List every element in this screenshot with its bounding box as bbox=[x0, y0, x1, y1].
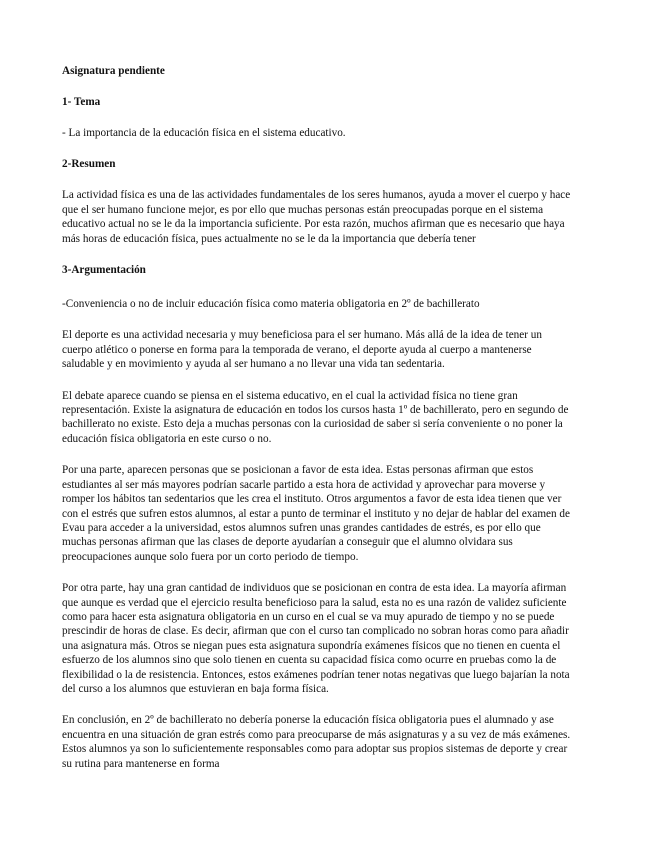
argument-paragraph: El debate aparece cuando se piensa en el sistema educativo, en el cual la actividad física no tiene gran representación. Existe la asignatura de educación en todos los cursos hasta 1º de bachillerato, pero en segundo de bachillerato no existe. Esto deja a muchas personas con la curiosidad de saber si sería conveniente o no poner la educación física obligatoria en este curso o no. bbox=[62, 389, 569, 445]
document-title: Asignatura pendiente bbox=[62, 65, 165, 77]
section-heading-argumentacion: 3-Argumentación bbox=[62, 264, 146, 277]
argument-paragraph: El deporte es una actividad necesaria y muy beneficiosa para el ser humano. Más allá de la idea de tener un cuerpo atlético o ponerse en forma para la temporada de verano, el deporte ayuda al cuerpo a mantenerse saludable y en movimiento y ayuda al ser humano a no llevar una vida tan sedentaria. bbox=[62, 329, 542, 371]
section-heading-tema: 1- Tema bbox=[62, 96, 101, 108]
argument-paragraph: Por otra parte, hay una gran cantidad de individuos que se posicionan en contra de esta idea. La mayoría afirman que aunque es verdad que el ejercicio resulta beneficioso para la salud, esta no es una razón de validez suficiente como para hacer esta asignatura obligatoria en un curso en el cual se va muy apurado de tiempo y no se puede prescindir de horas de clase. Es decir, afirman que con el curso tan complicado no sobran horas como para añadir una asignatura más. Otros se niegan pues esta asignatura supondría exámenes físicos que no tienen en cuenta el esfuerzo de los alumnos sino que solo tienen en cuenta su capacidad física como ocurre en pruebas como la de flexibilidad o la de resistencia. Entonces, estos exámenes podrían tener notas negativas que luego bajarían la nota del curso a los alumnos que estuvieran en baja forma física. bbox=[62, 582, 570, 695]
conclusion-paragraph: En conclusión, en 2º de bachillerato no debería ponerse la educación física obligatoria pues el alumnado y ase encuentra en una situación de gran estrés como para preocuparse de más asignaturas y a su vez de más exámenes. Estos alumnos ya son lo suficientemente responsables como para adoptar sus propios sistemas de deporte y crear su rutina para mantenerse en forma bbox=[62, 714, 571, 770]
document-body bbox=[62, 64, 574, 771]
resumen-paragraph: La actividad física es una de las actividades fundamentales de los seres humanos, ayuda a mover el cuerpo y hace que el ser humano funcione mejor, es por ello que muchas personas están preocupadas porque en el sistema educativo actual no se le da la importancia suficiente. Por esta razón, muchos afirman que es necesario que haya más horas de educación física, pues actualmente no se le da la importancia que debería tener bbox=[62, 189, 571, 245]
argument-paragraph: -Conveniencia o no de incluir educación física como materia obligatoria en 2º de bachillerato bbox=[62, 298, 480, 311]
section-heading-resumen: 2-Resumen bbox=[62, 158, 116, 171]
tema-text: - La importancia de la educación física en el sistema educativo. bbox=[62, 127, 346, 139]
argument-paragraph: Por una parte, aparecen personas que se posicionan a favor de esta idea. Estas personas afirman que estos estudiantes al ser más mayores podrían sacarle partido a esta hora de actividad y aprovechar para moverse y romper los hábitos tan sedentarios que les crea el instituto. Otros argumentos a favor de esta idea tienen que ver con el estrés que sufren estos alumnos, al estar a punto de terminar el instituto y no dejar de hablar del examen de Evau para acceder a la universidad, estos alumnos sufren unas grandes cantidades de estrés, es por ello que muchas personas afirman que las clases de deporte ayudarían a conseguir que el alumno olvidara sus preocupaciones aunque solo fuera por un corto periodo de tiempo. bbox=[62, 464, 570, 563]
